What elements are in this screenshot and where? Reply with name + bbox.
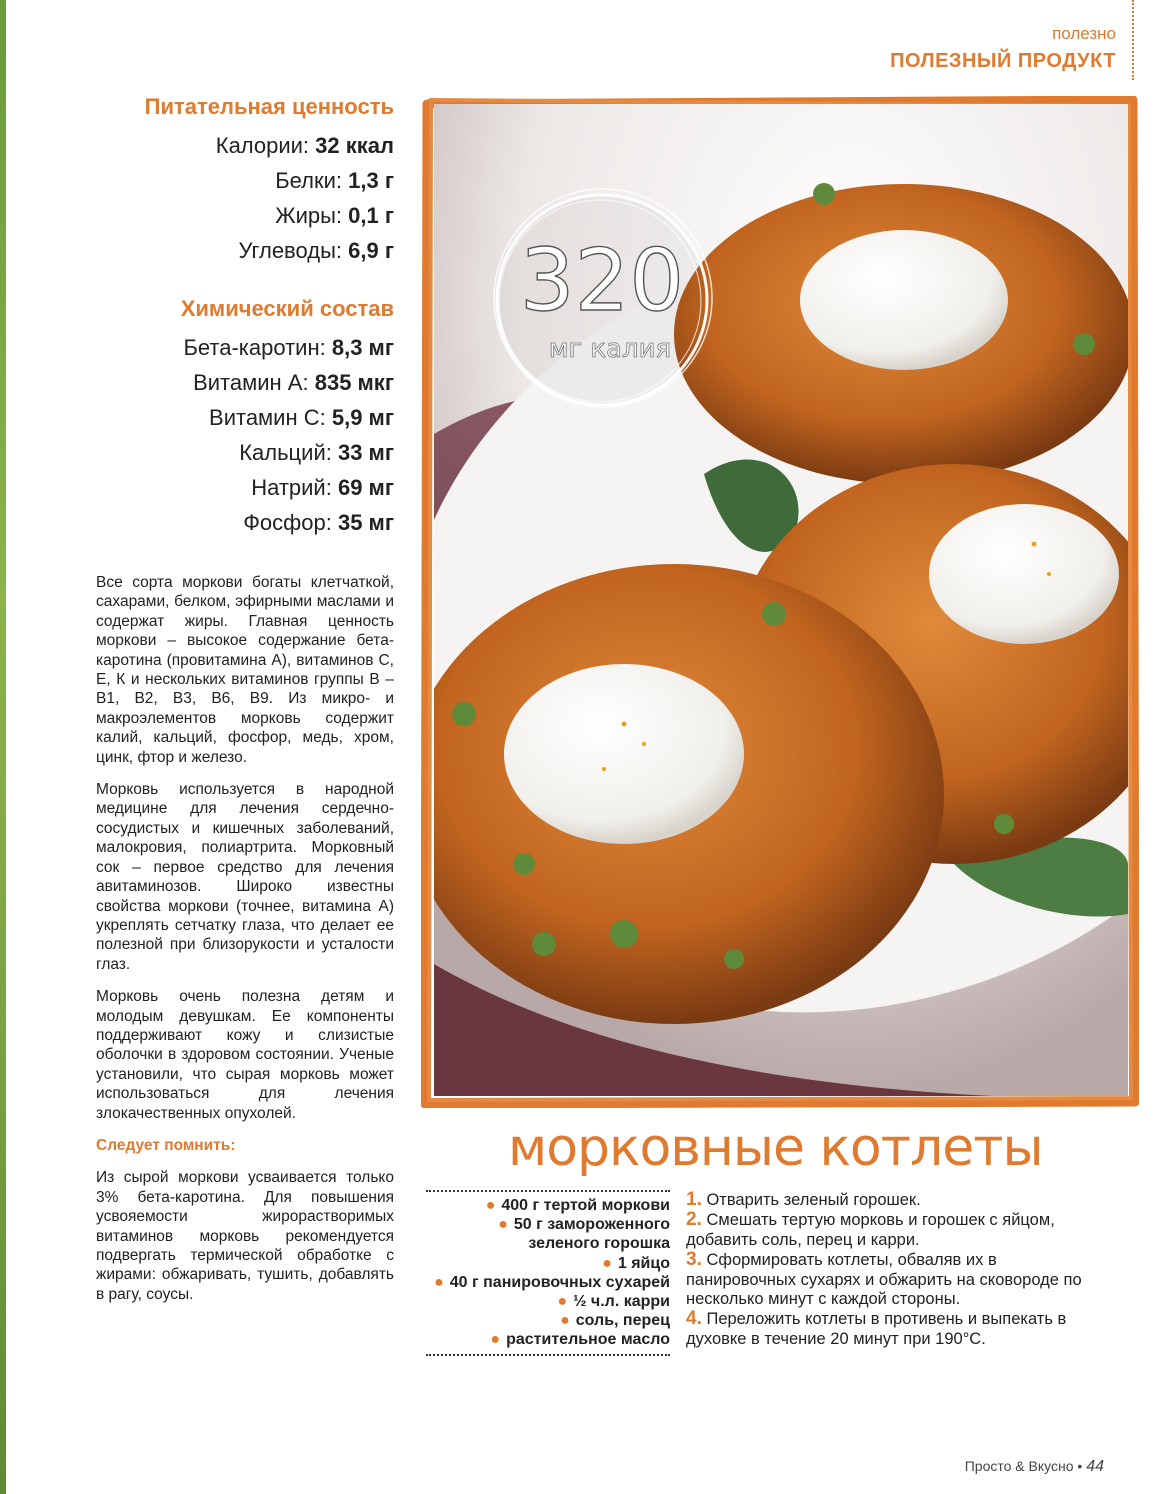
ingredients-list [426,1186,670,1360]
recipe-step: 4. Переложить котлеты в противень и выпекать в духовке в течение 20 минут при 190°С. [686,1308,1067,1348]
chemical-label: Витамин С: [209,405,326,430]
nutrition-label: Белки: [275,168,343,193]
chemical-block [60,296,394,540]
nutrition-label: Жиры: [275,203,343,228]
article-paragraph: Морковь очень полезна детям и молодым девушкам. Ее компоненты поддерживают кожу и слизистые оболочки в здоровом состоянии. Ученые установили, что сырая морковь может использоваться для лечения злокачественных опухолей. [96,988,394,1122]
nutrition-label: Калории: [215,133,310,158]
chemical-row [60,365,394,400]
chemical-row [60,435,394,470]
chemical-row [60,470,394,505]
curry-speck [602,767,606,771]
recipe-step: 3. Сформировать котлеты, обваляв их в панировочных сухарях и обжарить на сковороде по несколько минут с каждой стороны. [686,1249,1082,1309]
chemical-label: Натрий: [251,475,332,500]
pea [1073,333,1095,355]
pea [452,702,476,726]
pea [724,949,744,969]
ingredient-item: ● 50 г замороженного зеленого горошка [498,1216,670,1253]
recipe-steps [686,1190,1086,1349]
ingredient-item: ● растительное масло [490,1331,670,1349]
nutrition-row [60,233,394,268]
section-title: ПОЛЕЗНЫЙ ПРОДУКТ [890,50,1116,72]
remember-text: Из сырой моркови усваивается только 3% бета-каротина. Для повышения усвояемости жирорастворимых витаминов морковь рекомендуется подвергать термической обработке с жирами: обжаривать, тушить, добавлять в рагу, соусы. [96,1169,394,1303]
article-paragraph: Все сорта моркови богаты клетчаткой, сахарами, белком, эфирными маслами и содержат жиры. Главная ценность моркови – высокое содержание бета-каротина (провитамина А), витаминов С, Е, К и нескольких витаминов группы В – В1, В2, В3, В6, В9. Из микро- и макроэлементов морковь содержит калий, кальций, фосфор, медь, хром, цинк, фтор и железо. [96,574,394,766]
section-label: полезно [1052,24,1116,43]
nutrition-label: Углеводы: [238,238,343,263]
badge-unit: мг калия [548,334,672,364]
curry-speck [1032,542,1037,547]
nutrition-value: 1,3 г [348,168,394,193]
right-dotted-line [1132,0,1134,80]
sour-cream [929,504,1119,644]
page-footer: Просто & Вкусно • 44 [964,1458,1104,1475]
nutrition-row [60,198,394,233]
sour-cream [800,230,1008,370]
article-text [96,573,394,1317]
left-decorative-strip [0,0,6,1494]
chemical-value: 8,3 мг [331,335,394,360]
nutrition-value: 32 ккал [315,133,394,158]
pea [762,602,786,626]
chemical-label: Бета-каротин: [183,335,326,360]
chemical-value: 835 мкг [314,370,394,395]
pea [813,183,835,205]
chemical-row [60,505,394,540]
nutrition-block [60,94,394,268]
carrot-patties-photo [434,104,1128,1096]
recipe-title: морковные котлеты [508,1118,1043,1178]
ingredient-item: ● 1 яйцо [602,1254,670,1272]
article-paragraph: Морковь используется в народной медицине для лечения сердечно-сосудистых и кишечных заболеваний, малокровия, полиартрита. Морковный сок – первое средство для лечения авитаминозов. Широко известны свойства моркови (точнее, витамина А) укреплять сетчатку глаза, что делает ее полезной при близорукости и усталости глаз. [96,781,394,973]
nutrition-value: 6,9 г [348,238,394,263]
potassium-badge [482,180,722,420]
pea [513,853,535,875]
ingredients-divider [426,1354,670,1356]
chemical-label: Кальций: [239,440,332,465]
nutrition-row [60,128,394,163]
magazine-name: Просто & Вкусно [964,1458,1074,1474]
nutrition-value: 0,1 г [348,203,394,228]
badge-number: 320 [519,231,685,331]
chemical-label: Витамин А: [193,370,309,395]
pea [532,932,556,956]
recipe-step: 2. Смешать тертую морковь и горошек с яйцом, добавить соль, перец и карри. [686,1209,1055,1249]
chemical-row [60,400,394,435]
chemical-value: 69 мг [337,475,394,500]
ingredients-divider [426,1190,670,1192]
recipe-step: 1. Отварить зеленый горошек. [686,1189,921,1210]
nutrition-row [60,163,394,198]
ingredient-item: ● 40 г панировочных сухарей [434,1273,670,1291]
curry-speck [1047,572,1051,576]
curry-speck [642,742,646,746]
chemical-label: Фосфор: [243,510,332,535]
pea [610,920,638,948]
chemical-value: 33 мг [337,440,394,465]
chemical-row [60,330,394,365]
nutrition-title: Питательная ценность [144,94,394,119]
sour-cream [504,664,744,844]
ingredient-item: ● ½ ч.л. карри [557,1293,670,1311]
page-number: 44 [1086,1458,1104,1475]
remember-title: Следует помнить: [96,1136,236,1154]
ingredient-item: ● 400 г тертой моркови [485,1197,670,1214]
ingredient-item: ● соль, перец [560,1312,670,1330]
chemical-value: 35 мг [337,510,394,535]
chemical-value: 5,9 мг [331,405,394,430]
curry-speck [622,722,627,727]
pea [994,814,1014,834]
chemical-title: Химический состав [180,296,394,321]
